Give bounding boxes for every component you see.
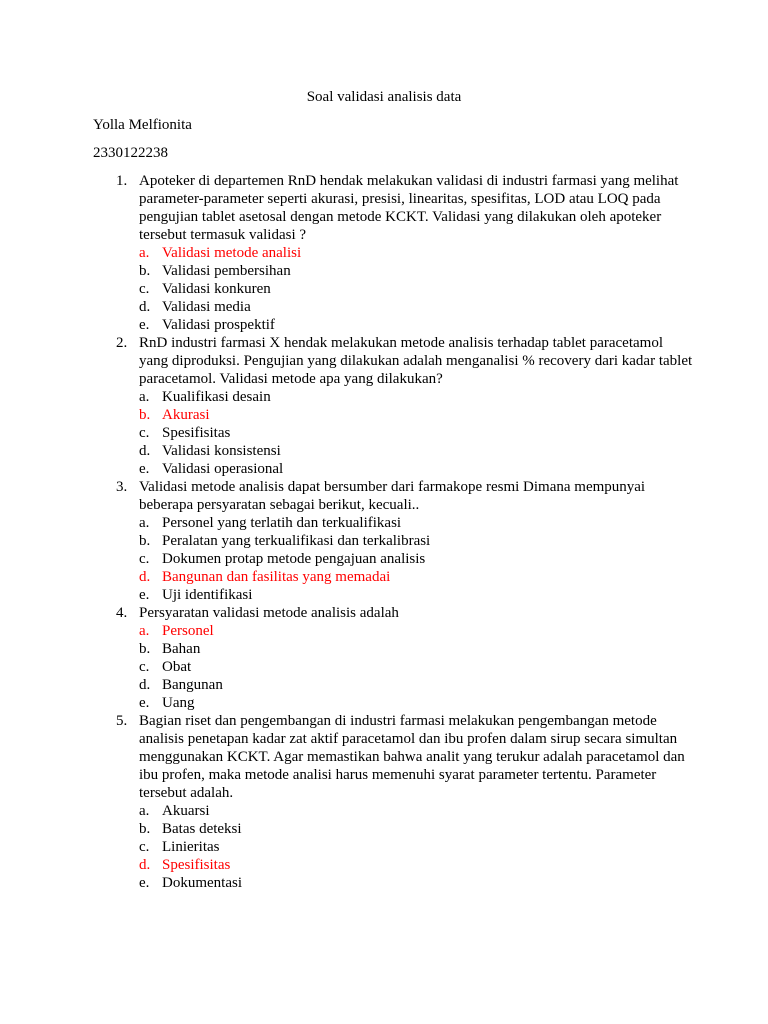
option-4-a [93, 622, 693, 640]
option-text: Validasi prospektif [162, 317, 275, 333]
question-list [93, 172, 693, 892]
option-text: Akuarsi [162, 803, 210, 819]
question-number: 4. [116, 605, 128, 621]
option-3-a [93, 514, 693, 532]
option-2-b [93, 406, 693, 424]
option-letter: a. [139, 245, 150, 261]
option-text: Dokumen protap metode pengajuan analisis [162, 551, 426, 567]
option-1-c [93, 280, 693, 298]
option-text: Akurasi [162, 407, 210, 423]
option-text: Validasi media [162, 299, 251, 315]
option-letter: a. [139, 515, 150, 531]
option-3-c [93, 550, 693, 568]
question-2 [93, 334, 693, 388]
option-letter: b. [139, 263, 151, 279]
question-text: RnD industri farmasi X hendak melakukan metode analisis terhadap tablet paracetamol yang diproduksi. Pengujian yang dilakukan adalah menganalisi % recovery dari kadar tablet paracetamol. Validasi metode apa yang dilakukan? [139, 335, 693, 387]
option-text: Validasi pembersihan [162, 263, 291, 279]
option-letter: d. [139, 677, 151, 693]
option-letter: c. [139, 425, 150, 441]
option-text: Uji identifikasi [162, 587, 253, 603]
option-1-a [93, 244, 693, 262]
question-3 [93, 478, 693, 514]
option-text: Linieritas [162, 839, 220, 855]
option-letter: b. [139, 641, 151, 657]
option-letter: d. [139, 569, 151, 585]
question-number: 3. [116, 479, 128, 495]
question-text: Persyaratan validasi metode analisis adalah [139, 605, 399, 621]
option-letter: c. [139, 839, 150, 855]
question-text: Bagian riset dan pengembangan di industri farmasi melakukan pengembangan metode analisis penetapan kadar zat aktif paracetamol dan ibu profen dalam sirup secara simultan menggunakan KCKT. Agar memastikan bahwa analit yang terukur adalah paracetamol dan ibu profen, maka metode analisi harus memenuhi syarat parameter tertentu. Parameter tersebut adalah. [139, 713, 685, 801]
option-4-e [93, 694, 693, 712]
option-text: Spesifisitas [162, 857, 231, 873]
option-5-a [93, 802, 693, 820]
question-text: Apoteker di departemen RnD hendak melakukan validasi di industri farmasi yang melihat parameter-parameter seperti akurasi, presisi, linearitas, spesifitas, LOD atau LOQ pada pengujian tablet asetosal dengan metode KCKT. Validasi yang dilakukan oleh apoteker tersebut termasuk validasi ? [139, 173, 679, 243]
option-letter: c. [139, 281, 150, 297]
option-letter: b. [139, 407, 151, 423]
option-text: Validasi operasional [162, 461, 284, 477]
question-number: 2. [116, 335, 128, 351]
option-letter: d. [139, 857, 151, 873]
question-5 [93, 712, 693, 802]
option-text: Bangunan [162, 677, 223, 693]
option-text: Kualifikasi desain [162, 389, 271, 405]
student-id: 2330122238 [93, 145, 168, 161]
option-letter: a. [139, 803, 150, 819]
option-letter: b. [139, 821, 151, 837]
option-letter: e. [139, 317, 150, 333]
option-text: Dokumentasi [162, 875, 242, 891]
question-4 [93, 604, 693, 622]
option-5-c [93, 838, 693, 856]
option-letter: e. [139, 875, 150, 891]
option-text: Validasi konsistensi [162, 443, 281, 459]
option-text: Peralatan yang terkualifikasi dan terkalibrasi [162, 533, 431, 549]
option-5-b [93, 820, 693, 838]
option-2-a [93, 388, 693, 406]
option-text: Uang [162, 695, 195, 711]
question-text: Validasi metode analisis dapat bersumber dari farmakope resmi Dimana mempunyai beberapa persyaratan sebagai berikut, kecuali.. [139, 479, 646, 513]
option-letter: a. [139, 389, 150, 405]
option-4-c [93, 658, 693, 676]
option-3-e [93, 586, 693, 604]
question-number: 1. [116, 173, 128, 189]
option-letter: a. [139, 623, 150, 639]
option-letter: e. [139, 461, 150, 477]
option-5-e [93, 874, 693, 892]
option-text: Bahan [162, 641, 201, 657]
student-name: Yolla Melfionita [93, 117, 192, 133]
option-2-c [93, 424, 693, 442]
option-text: Bangunan dan fasilitas yang memadai [162, 569, 391, 585]
question-1 [93, 172, 693, 244]
option-2-d [93, 442, 693, 460]
option-4-d [93, 676, 693, 694]
option-1-e [93, 316, 693, 334]
option-letter: e. [139, 695, 150, 711]
document-title: Soal validasi analisis data [306, 89, 462, 105]
option-text: Spesifisitas [162, 425, 231, 441]
option-letter: c. [139, 659, 150, 675]
option-1-d [93, 298, 693, 316]
option-5-d [93, 856, 693, 874]
option-text: Obat [162, 659, 192, 675]
option-letter: d. [139, 299, 151, 315]
option-text: Validasi konkuren [162, 281, 271, 297]
option-2-e [93, 460, 693, 478]
question-number: 5. [116, 713, 128, 729]
option-letter: c. [139, 551, 150, 567]
option-3-d [93, 568, 693, 586]
option-letter: b. [139, 533, 151, 549]
option-text: Validasi metode analisi [162, 245, 302, 261]
option-text: Personel yang terlatih dan terkualifikasi [162, 515, 402, 531]
option-1-b [93, 262, 693, 280]
option-4-b [93, 640, 693, 658]
option-letter: d. [139, 443, 151, 459]
option-3-b [93, 532, 693, 550]
option-letter: e. [139, 587, 150, 603]
option-text: Batas deteksi [162, 821, 242, 837]
option-text: Personel [162, 623, 214, 639]
